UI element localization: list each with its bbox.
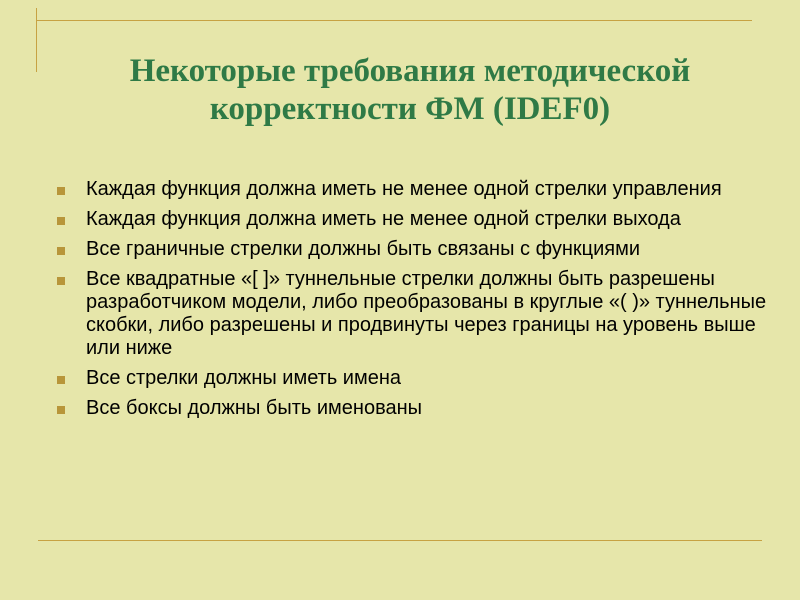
bullet-item-arrow-names — [54, 367, 770, 390]
bullet-text: Все граничные стрелки должны быть связаны с функциями — [86, 238, 640, 260]
bullet-list — [54, 178, 770, 427]
bullet-item-boundary-arrows — [54, 238, 770, 261]
bullet-text: Все стрелки должны иметь имена — [86, 367, 402, 389]
bullet-text: Каждая функция должна иметь не менее одной стрелки управления — [86, 178, 722, 200]
bullet-text: Все квадратные «[ ]» туннельные стрелки должны быть разрешены разработчиком модели, либо преобразованы в круглые «( )» туннельные скобки, либо разрешены и продвинуты через границы на уровень выше или ниже — [86, 268, 767, 359]
square-bullet-icon — [57, 376, 65, 384]
left-accent-line — [36, 8, 37, 72]
square-bullet-icon — [57, 217, 65, 225]
slide-title-line-1: Некоторые требования методической — [129, 53, 691, 89]
slide-title-line-2: корректности ФМ (IDEF0) — [209, 91, 611, 127]
bullet-item-control-arrow — [54, 178, 770, 201]
bullet-item-output-arrow — [54, 208, 770, 231]
bottom-divider-line — [38, 540, 762, 541]
bullet-text: Каждая функция должна иметь не менее одной стрелки выхода — [86, 208, 681, 230]
square-bullet-icon — [57, 187, 65, 195]
square-bullet-icon — [57, 247, 65, 255]
bullet-item-tunnel-arrows — [54, 268, 770, 360]
bullet-item-box-names — [54, 397, 770, 420]
top-divider-line — [36, 20, 752, 21]
bullet-text: Все боксы должны быть именованы — [86, 397, 423, 419]
square-bullet-icon — [57, 277, 65, 285]
slide-title — [60, 52, 760, 128]
square-bullet-icon — [57, 406, 65, 414]
